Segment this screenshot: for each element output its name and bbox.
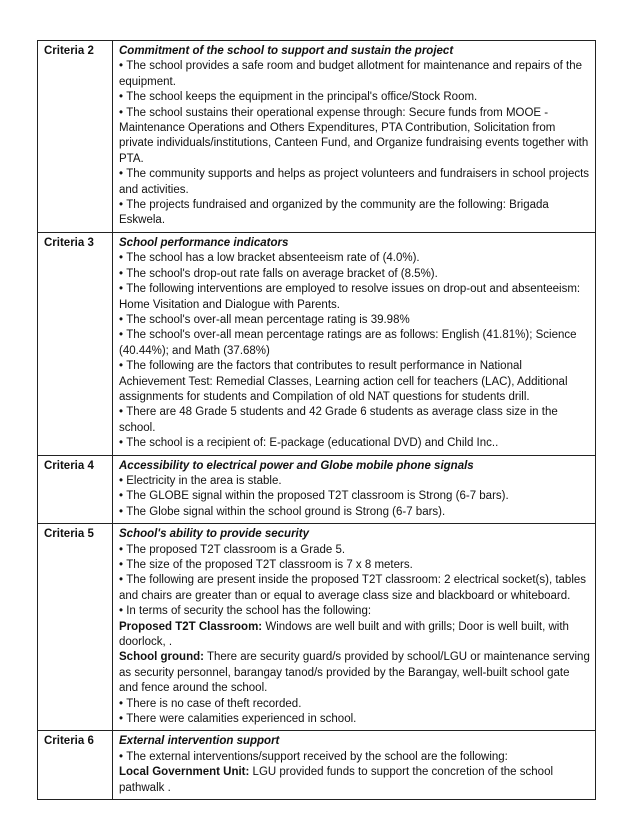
section-heading: Accessibility to electrical power and Globe mobile phone signals (119, 459, 474, 472)
criteria-label: Criteria 5 (38, 524, 113, 731)
list-item: • There are 48 Grade 5 students and 42 Grade 6 students as average class size in the school. (119, 405, 590, 436)
list-item: • There were calamities experienced in school. (119, 712, 590, 727)
list-item: • In terms of security the school has the following: (119, 604, 590, 619)
section-heading: School's ability to provide security (119, 528, 309, 541)
criteria-body (113, 232, 596, 455)
criteria-label: Criteria 4 (38, 455, 113, 524)
list-item: • The external interventions/support received by the school are the following: (119, 750, 590, 765)
list-item: • The school keeps the equipment in the principal's office/Stock Room. (119, 90, 590, 105)
paragraph-label: Proposed T2T Classroom: (119, 620, 263, 633)
section-heading: External intervention support (119, 735, 280, 748)
list-item: • The following are present inside the proposed T2T classroom: 2 electrical socket(s), tables and chairs are greater than or equal to average class size and blackboard or whiteboard. (119, 573, 590, 604)
paragraph-text: There are security guard/s provided by school/LGU or maintenance serving as security personnel, barangay tanod/s provided by the Barangay, well-built school gate and fence around the school. (119, 651, 590, 695)
paragraph-text: LGU provided funds to support the concretion of the school pathwalk . (119, 766, 554, 794)
paragraph-label: Local Government Unit: (119, 766, 250, 779)
security-paragraph (119, 620, 590, 651)
paragraph-label: School ground: (119, 651, 204, 664)
section-heading: School performance indicators (119, 236, 289, 249)
table-row (38, 232, 596, 455)
section-heading: Commitment of the school to support and sustain the project (119, 45, 454, 57)
list-item: • The school sustains their operational expense through: Secure funds from MOOE - Maintenance Operations and Others Expenditures, PTA Contribution, Solicitation from private individuals/institutions, Canteen Fund, and Organize fundraising events together with PTA. (119, 106, 590, 168)
list-item: • There is no case of theft recorded. (119, 697, 590, 712)
list-item: • The school is a recipient of: E-package (educational DVD) and Child Inc.. (119, 436, 590, 451)
list-item: • The community supports and helps as project volunteers and fundraisers in school projects and activities. (119, 167, 590, 198)
list-item: • The following interventions are employed to resolve issues on drop-out and absenteeism: Home Visitation and Dialogue with Parents. (119, 282, 590, 313)
criteria-body (113, 524, 596, 731)
list-item: • Electricity in the area is stable. (119, 474, 590, 489)
list-item: • The school's drop-out rate falls on average bracket of (8.5%). (119, 267, 590, 282)
criteria-label: Criteria 3 (38, 232, 113, 455)
table-row (38, 524, 596, 731)
list-item: • The GLOBE signal within the proposed T2T classroom is Strong (6-7 bars). (119, 489, 590, 504)
list-item: • The proposed T2T classroom is a Grade 5. (119, 543, 590, 558)
list-item: • The school has a low bracket absenteeism rate of (4.0%). (119, 251, 590, 266)
table-row (38, 41, 596, 233)
security-paragraph (119, 650, 590, 696)
table-row (38, 455, 596, 524)
criteria-label: Criteria 2 (38, 41, 113, 233)
paragraph-text: Windows are well built and with grills; Door is well built, with doorlock, . (119, 620, 569, 649)
table-row (38, 731, 596, 800)
list-item: • The school's over-all mean percentage ratings are as follows: English (41.81%); Science (40.44%); and Math (37.68%) (119, 328, 590, 359)
criteria-label: Criteria 6 (38, 731, 113, 800)
list-item: • The Globe signal within the school ground is Strong (6-7 bars). (119, 505, 590, 520)
list-item: • The size of the proposed T2T classroom is 7 x 8 meters. (119, 558, 590, 573)
criteria-body (113, 731, 596, 800)
support-paragraph (119, 765, 590, 796)
criteria-body (113, 455, 596, 524)
list-item: • The school's over-all mean percentage rating is 39.98% (119, 313, 590, 328)
list-item: • The following are the factors that contributes to result performance in National Achievement Test: Remedial Classes, Learning action cell for teachers (LAC), Additional assignments for students and Compilation of old NAT questions for students drill. (119, 359, 590, 405)
list-item: • The school provides a safe room and budget allotment for maintenance and repairs of the equipment. (119, 59, 590, 90)
criteria-body (113, 41, 596, 233)
list-item: • The projects fundraised and organized by the community are the following: Brigada Eskwela. (119, 198, 590, 229)
document-page (37, 40, 596, 800)
criteria-table (37, 40, 596, 800)
